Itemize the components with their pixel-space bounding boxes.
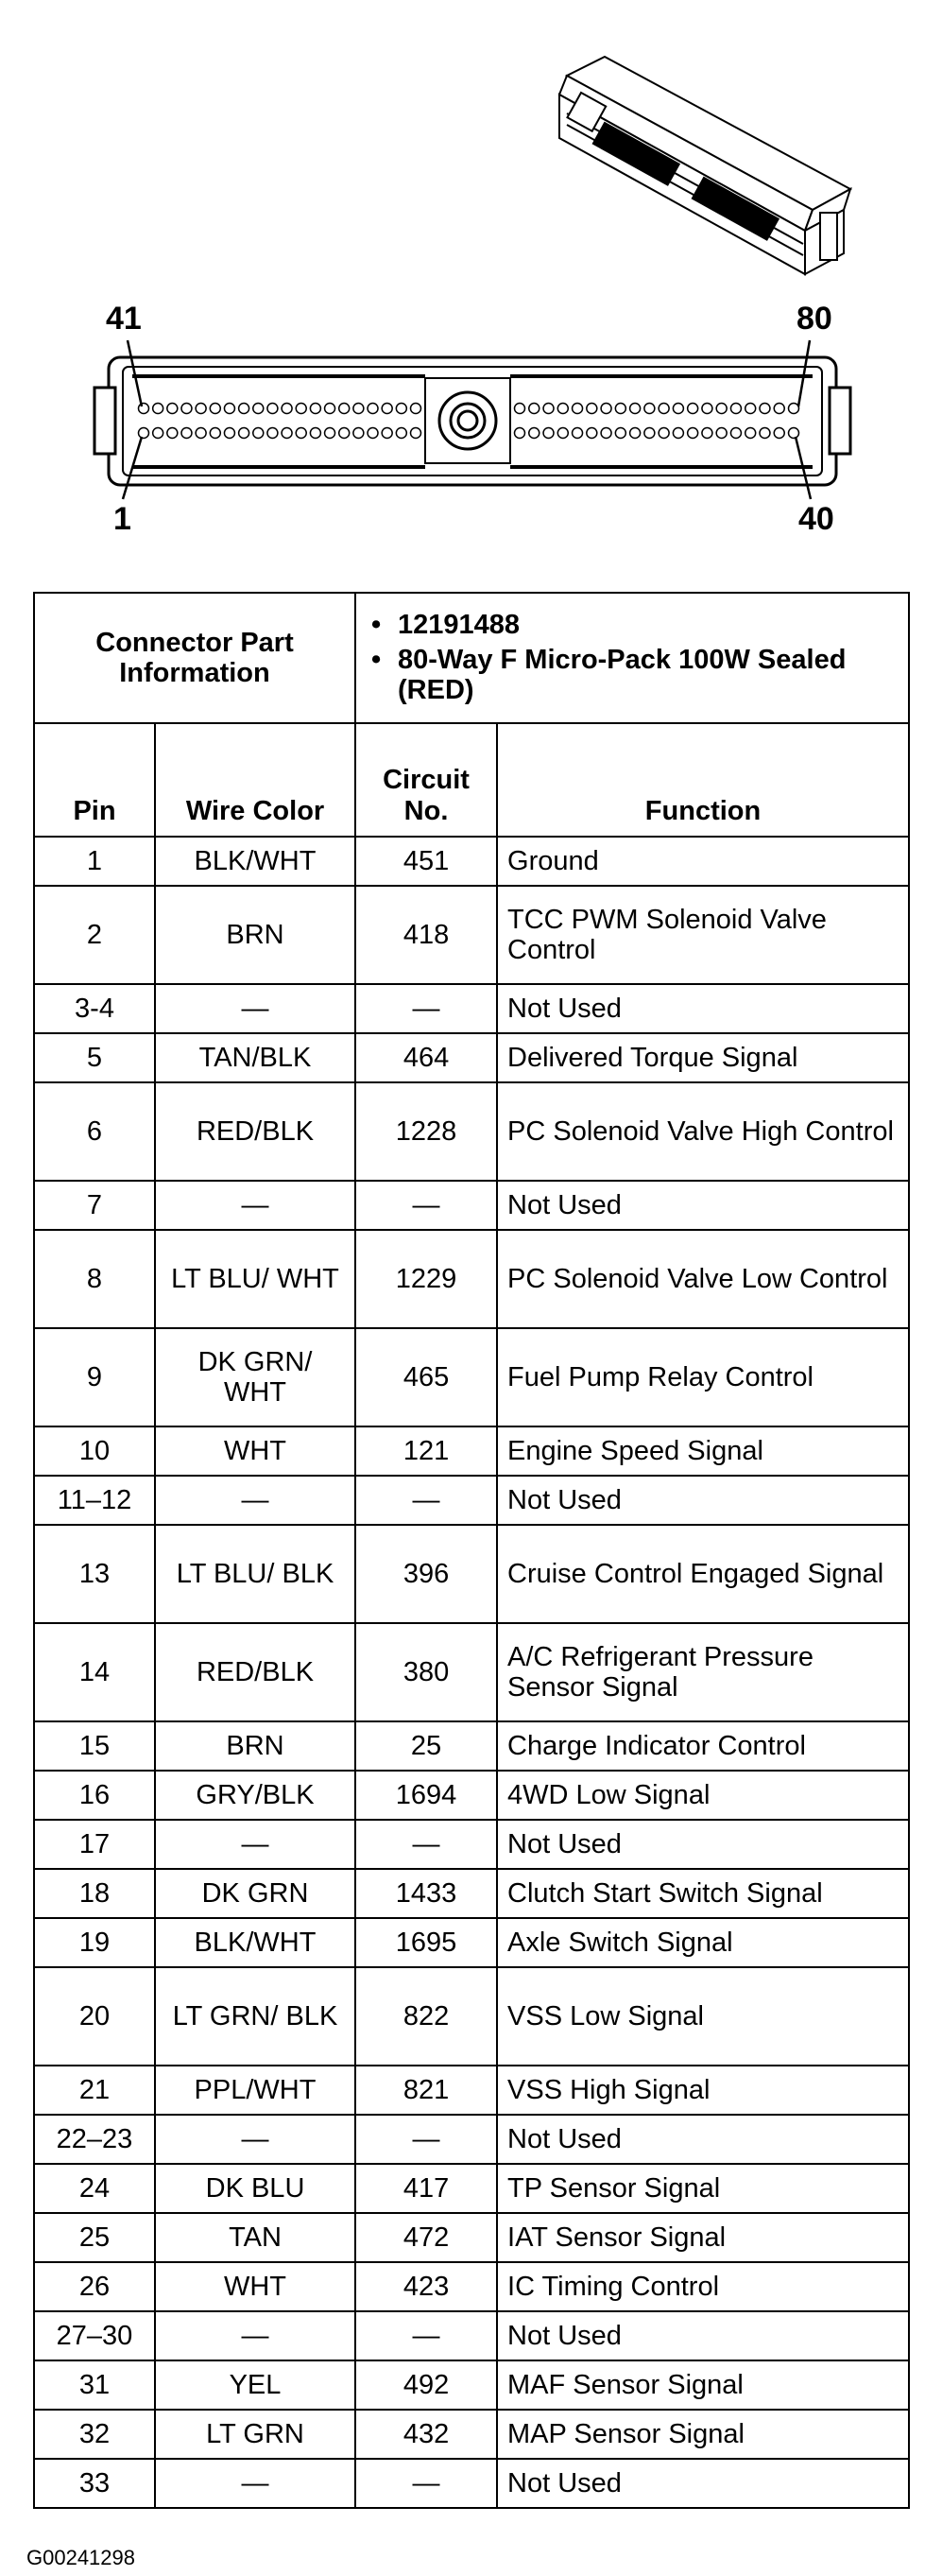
wire-color-cell: — <box>155 2115 355 2164</box>
pin-hole <box>730 428 741 439</box>
pin-hole <box>368 404 378 414</box>
pin-hole <box>529 404 540 414</box>
function-cell: IAT Sensor Signal <box>497 2213 909 2262</box>
pin-hole <box>630 428 641 439</box>
pin-hole <box>153 428 163 439</box>
connector-part-details <box>355 593 909 723</box>
pin-hole <box>601 428 611 439</box>
pin-hole <box>310 404 320 414</box>
function-cell: Not Used <box>497 2459 909 2508</box>
pin-hole <box>774 404 784 414</box>
circuit-cell: 1695 <box>355 1918 497 1967</box>
pin-hole <box>745 428 756 439</box>
column-header-function: Function <box>497 723 909 837</box>
circuit-cell: — <box>355 984 497 1033</box>
pin-cell: 11–12 <box>34 1476 155 1525</box>
pin-hole <box>688 404 698 414</box>
pin-hole <box>253 404 264 414</box>
table-row <box>34 2410 909 2459</box>
pin-cell: 17 <box>34 1820 155 1869</box>
pin-cell: 13 <box>34 1525 155 1623</box>
circuit-cell: — <box>355 2311 497 2360</box>
wire-color-cell: YEL <box>155 2360 355 2410</box>
pin-hole <box>543 404 554 414</box>
wire-color-cell: TAN <box>155 2213 355 2262</box>
pin-cell: 9 <box>34 1328 155 1426</box>
table-row <box>34 2115 909 2164</box>
pin-hole <box>139 428 149 439</box>
circuit-cell: 822 <box>355 1967 497 2066</box>
function-cell: Axle Switch Signal <box>497 1918 909 1967</box>
pin-cell: 15 <box>34 1721 155 1771</box>
table-row <box>34 1476 909 1525</box>
pin-hole <box>325 428 335 439</box>
circuit-cell: — <box>355 1820 497 1869</box>
connector-face <box>94 357 850 485</box>
pin-hole <box>716 404 727 414</box>
circuit-cell: 492 <box>355 2360 497 2410</box>
circuit-cell: — <box>355 2115 497 2164</box>
wire-color-cell: DK BLU <box>155 2164 355 2213</box>
wire-color-cell: WHT <box>155 1426 355 1476</box>
table-row <box>34 1967 909 2066</box>
pin-cell: 7 <box>34 1181 155 1230</box>
table-row <box>34 1918 909 1967</box>
circuit-cell: 465 <box>355 1328 497 1426</box>
pin-hole <box>702 404 712 414</box>
pin-cell: 3-4 <box>34 984 155 1033</box>
column-header-pin: Pin <box>34 723 155 837</box>
table-row <box>34 1721 909 1771</box>
connector-description: • 80-Way F Micro-Pack 100W Sealed (RED) <box>398 645 899 706</box>
wire-color-cell: RED/BLK <box>155 1623 355 1721</box>
table-row <box>34 2360 909 2410</box>
pin-cell: 24 <box>34 2164 155 2213</box>
pin-cell: 5 <box>34 1033 155 1082</box>
table-row <box>34 1869 909 1918</box>
circuit-cell: 1229 <box>355 1230 497 1328</box>
table-row <box>34 2459 909 2508</box>
function-cell: VSS High Signal <box>497 2066 909 2115</box>
function-cell: TCC PWM Solenoid Valve Control <box>497 886 909 984</box>
pin-hole <box>325 404 335 414</box>
pin-hole <box>267 428 278 439</box>
circuit-cell: — <box>355 1181 497 1230</box>
function-cell: VSS Low Signal <box>497 1967 909 2066</box>
pin-hole <box>601 404 611 414</box>
pin-hole <box>267 404 278 414</box>
function-cell: MAP Sensor Signal <box>497 2410 909 2459</box>
pin-hole <box>411 404 421 414</box>
pin-hole <box>587 404 597 414</box>
wire-color-cell: — <box>155 984 355 1033</box>
pin-hole <box>644 428 655 439</box>
pin-hole <box>382 428 392 439</box>
circuit-cell: 1228 <box>355 1082 497 1181</box>
circuit-cell: — <box>355 2459 497 2508</box>
pin-hole <box>557 428 568 439</box>
table-row <box>34 1328 909 1426</box>
wire-color-cell: BRN <box>155 1721 355 1771</box>
pin-hole <box>239 404 249 414</box>
wire-color-cell: LT BLU/ BLK <box>155 1525 355 1623</box>
pin-hole <box>210 428 220 439</box>
function-cell: TP Sensor Signal <box>497 2164 909 2213</box>
wire-color-cell: WHT <box>155 2262 355 2311</box>
pin-hole <box>167 428 178 439</box>
pin-hole <box>196 404 206 414</box>
circuit-cell: 432 <box>355 2410 497 2459</box>
pin-hole <box>368 428 378 439</box>
table-row <box>34 1082 909 1181</box>
function-cell: Not Used <box>497 2311 909 2360</box>
function-cell: MAF Sensor Signal <box>497 2360 909 2410</box>
pin-hole <box>745 404 756 414</box>
pin-label-1: 1 <box>113 501 131 537</box>
pin-cell: 10 <box>34 1426 155 1476</box>
table-row <box>34 2164 909 2213</box>
circuit-cell: 417 <box>355 2164 497 2213</box>
table-row <box>34 2213 909 2262</box>
pin-hole <box>181 404 192 414</box>
pin-hole <box>181 428 192 439</box>
wire-color-cell: — <box>155 1820 355 1869</box>
table-row <box>34 1181 909 1230</box>
pin-hole <box>673 404 683 414</box>
function-cell: Not Used <box>497 1476 909 1525</box>
pin-hole <box>557 404 568 414</box>
table-row <box>34 1426 909 1476</box>
pin-hole <box>196 428 206 439</box>
pin-hole <box>615 404 625 414</box>
pin-hole <box>153 404 163 414</box>
connector-3d-icon <box>559 57 850 274</box>
wire-color-cell: BLK/WHT <box>155 1918 355 1967</box>
wire-color-cell: PPL/WHT <box>155 2066 355 2115</box>
wire-color-cell: LT GRN/ BLK <box>155 1967 355 2066</box>
column-header-wire-color: Wire Color <box>155 723 355 837</box>
connector-part-info-label: Connector Part Information <box>34 593 355 723</box>
pin-label-80: 80 <box>796 301 832 337</box>
function-cell: PC Solenoid Valve High Control <box>497 1082 909 1181</box>
circuit-cell: 396 <box>355 1525 497 1623</box>
pin-label-40: 40 <box>798 501 834 537</box>
table-row <box>34 1525 909 1623</box>
circuit-cell: 25 <box>355 1721 497 1771</box>
connector-info-row <box>34 593 909 723</box>
wire-color-cell: GRY/BLK <box>155 1771 355 1820</box>
pin-cell: 25 <box>34 2213 155 2262</box>
function-cell: IC Timing Control <box>497 2262 909 2311</box>
function-cell: PC Solenoid Valve Low Control <box>497 1230 909 1328</box>
pin-hole <box>774 428 784 439</box>
function-cell: Not Used <box>497 1181 909 1230</box>
pin-hole <box>659 428 669 439</box>
pin-hole <box>644 404 655 414</box>
pin-hole <box>296 404 306 414</box>
function-cell: A/C Refrigerant Pressure Sensor Signal <box>497 1623 909 1721</box>
pin-cell: 21 <box>34 2066 155 2115</box>
function-cell: Not Used <box>497 984 909 1033</box>
table-row <box>34 1771 909 1820</box>
pin-cell: 2 <box>34 886 155 984</box>
pin-hole <box>411 428 421 439</box>
pin-hole <box>573 428 583 439</box>
pin-cell: 8 <box>34 1230 155 1328</box>
pin-cell: 26 <box>34 2262 155 2311</box>
pin-cell: 32 <box>34 2410 155 2459</box>
circuit-cell: 423 <box>355 2262 497 2311</box>
circuit-cell: 1694 <box>355 1771 497 1820</box>
wire-color-cell: DK GRN <box>155 1869 355 1918</box>
pin-cell: 1 <box>34 837 155 886</box>
table-row <box>34 886 909 984</box>
column-header-circuit: Circuit No. <box>355 723 497 837</box>
wire-color-cell: — <box>155 1476 355 1525</box>
pin-hole <box>224 404 234 414</box>
connector-diagram <box>0 0 942 567</box>
pin-hole <box>139 404 149 414</box>
pin-hole <box>339 404 350 414</box>
pin-hole <box>396 428 406 439</box>
wire-color-cell: — <box>155 2311 355 2360</box>
connector-illustration <box>0 0 942 567</box>
function-cell: Delivered Torque Signal <box>497 1033 909 1082</box>
circuit-cell: 464 <box>355 1033 497 1082</box>
function-cell: Not Used <box>497 1820 909 1869</box>
pin-hole <box>339 428 350 439</box>
pin-cell: 20 <box>34 1967 155 2066</box>
circuit-cell: 418 <box>355 886 497 984</box>
circuit-cell: 380 <box>355 1623 497 1721</box>
connector-pinout-table <box>33 592 910 2509</box>
pin-label-41: 41 <box>106 301 142 337</box>
wire-color-cell: LT BLU/ WHT <box>155 1230 355 1328</box>
pin-hole <box>167 404 178 414</box>
table-row <box>34 2311 909 2360</box>
pin-cell: 16 <box>34 1771 155 1820</box>
pin-cell: 27–30 <box>34 2311 155 2360</box>
circuit-cell: 1433 <box>355 1869 497 1918</box>
pin-hole <box>615 428 625 439</box>
wire-color-cell: — <box>155 1181 355 1230</box>
pin-hole <box>224 428 234 439</box>
wire-color-cell: — <box>155 2459 355 2508</box>
pin-cell: 31 <box>34 2360 155 2410</box>
circuit-cell: — <box>355 1476 497 1525</box>
table-row <box>34 1230 909 1328</box>
pin-hole <box>760 404 770 414</box>
pin-hole <box>587 428 597 439</box>
function-cell: Charge Indicator Control <box>497 1721 909 1771</box>
circuit-cell: 472 <box>355 2213 497 2262</box>
wire-color-cell: RED/BLK <box>155 1082 355 1181</box>
function-cell: Fuel Pump Relay Control <box>497 1328 909 1426</box>
pin-hole <box>515 428 525 439</box>
pin-hole <box>382 404 392 414</box>
pin-hole <box>789 404 799 414</box>
pin-hole <box>529 428 540 439</box>
wire-color-cell: DK GRN/ WHT <box>155 1328 355 1426</box>
function-cell: 4WD Low Signal <box>497 1771 909 1820</box>
pin-cell: 22–23 <box>34 2115 155 2164</box>
figure-code: G00241298 <box>26 2546 135 2569</box>
pin-cell: 33 <box>34 2459 155 2508</box>
table-row <box>34 984 909 1033</box>
wire-color-cell: BRN <box>155 886 355 984</box>
table-row <box>34 1820 909 1869</box>
pin-hole <box>702 428 712 439</box>
table-row <box>34 2262 909 2311</box>
pin-hole <box>630 404 641 414</box>
wire-color-cell: TAN/BLK <box>155 1033 355 1082</box>
circuit-cell: 821 <box>355 2066 497 2115</box>
pin-cell: 18 <box>34 1869 155 1918</box>
pin-hole <box>515 404 525 414</box>
wire-color-cell: LT GRN <box>155 2410 355 2459</box>
table-row <box>34 2066 909 2115</box>
table-row <box>34 1623 909 1721</box>
pin-cell: 14 <box>34 1623 155 1721</box>
function-cell: Clutch Start Switch Signal <box>497 1869 909 1918</box>
pin-hole <box>730 404 741 414</box>
pin-hole <box>688 428 698 439</box>
circuit-cell: 451 <box>355 837 497 886</box>
function-cell: Cruise Control Engaged Signal <box>497 1525 909 1623</box>
pin-hole <box>239 428 249 439</box>
pin-hole <box>396 404 406 414</box>
function-cell: Not Used <box>497 2115 909 2164</box>
pin-hole <box>760 428 770 439</box>
pin-hole <box>282 404 292 414</box>
pin-hole <box>659 404 669 414</box>
pin-cell: 6 <box>34 1082 155 1181</box>
pin-hole <box>673 428 683 439</box>
function-cell: Engine Speed Signal <box>497 1426 909 1476</box>
pin-hole <box>353 404 364 414</box>
table-row <box>34 1033 909 1082</box>
pin-hole <box>210 404 220 414</box>
circuit-cell: 121 <box>355 1426 497 1476</box>
pin-cell: 19 <box>34 1918 155 1967</box>
column-header-row <box>34 723 909 837</box>
wire-color-cell: BLK/WHT <box>155 837 355 886</box>
pin-hole <box>573 404 583 414</box>
pin-hole <box>253 428 264 439</box>
pin-hole <box>789 428 799 439</box>
table-row <box>34 837 909 886</box>
part-number: • 12191488 <box>398 610 899 640</box>
pin-hole <box>310 428 320 439</box>
pin-hole <box>543 428 554 439</box>
function-cell: Ground <box>497 837 909 886</box>
pin-hole <box>282 428 292 439</box>
pin-hole <box>353 428 364 439</box>
pin-hole <box>716 428 727 439</box>
pin-hole <box>296 428 306 439</box>
